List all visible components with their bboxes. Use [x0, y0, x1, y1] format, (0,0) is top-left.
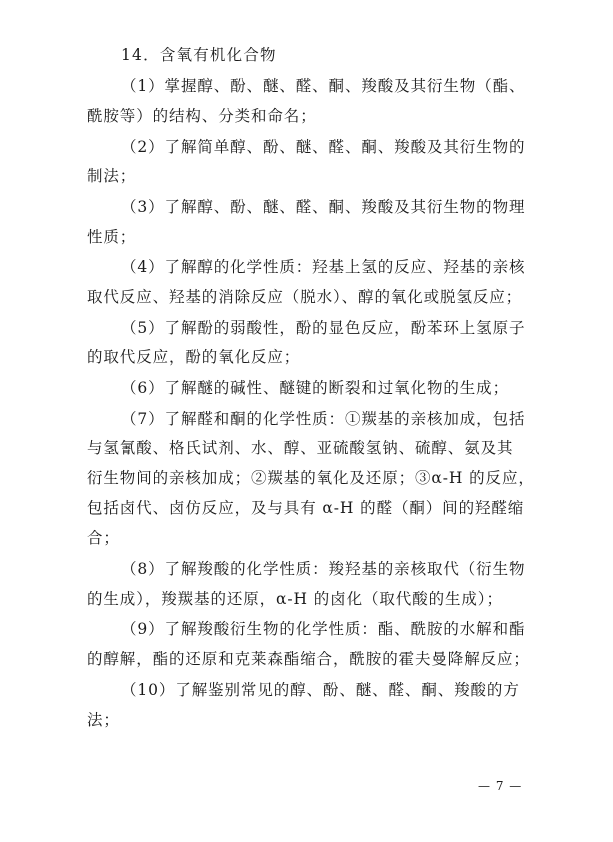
paragraph-line: 法；: [87, 711, 120, 729]
paragraph-line: （5）了解酚的弱酸性，酚的显色反应，酚苯环上氢原子: [121, 319, 526, 337]
paragraph-line: （6）了解醚的碱性、醚键的断裂和过氧化物的生成；: [121, 379, 509, 397]
paragraph-line: （8）了解羧酸的化学性质：羧羟基的亲核取代（衍生物: [121, 560, 526, 578]
paragraph-line: 与氢氰酸、格氏试剂、水、醇、亚硫酸氢钠、硫醇、氨及其: [87, 439, 514, 457]
paragraph-line: 的醇解，酯的还原和克莱森酯缩合，酰胺的霍夫曼降解反应；: [87, 650, 530, 668]
paragraph-line: 合；: [87, 529, 120, 547]
section-heading: 14．含氧有机化合物: [121, 46, 277, 64]
paragraph-line: （9）了解羧酸衍生物的化学性质：酯、酰胺的水解和酯: [121, 620, 526, 638]
page-number: — 7 —: [478, 779, 523, 793]
paragraph-line: （4）了解醇的化学性质：羟基上氢的反应、羟基的亲核: [121, 258, 526, 276]
paragraph-line: 的生成），羧羰基的还原，α-H 的卤化（取代酸的生成）；: [87, 590, 503, 608]
paragraph-line: （10）了解鉴别常见的醇、酚、醚、醛、酮、羧酸的方: [121, 681, 520, 699]
paragraph-line: 衍生物间的亲核加成；②羰基的氧化及还原；③α-H 的反应，: [87, 469, 535, 487]
paragraph-line: （7）了解醛和酮的化学性质：①羰基的亲核加成，包括: [121, 410, 526, 428]
paragraph-line: 取代反应、羟基的消除反应（脱水）、醇的氧化或脱氢反应；: [87, 288, 523, 306]
paragraph-line: 酰胺等）的结构、分类和命名；: [87, 107, 317, 125]
paragraph-line: 制法；: [87, 167, 137, 185]
paragraph-line: （1）掌握醇、酚、醚、醛、酮、羧酸及其衍生物（酯、: [121, 77, 526, 95]
paragraph-line: 的取代反应，酚的氧化反应；: [87, 348, 301, 366]
paragraph-line: （2）了解简单醇、酚、醚、醛、酮、羧酸及其衍生物的: [121, 138, 526, 156]
paragraph-line: （3）了解醇、酚、醚、醛、酮、羧酸及其衍生物的物理: [121, 198, 526, 216]
paragraph-line: 包括卤代、卤仿反应，及与具有 α-H 的醛（酮）间的羟醛缩: [87, 499, 525, 517]
paragraph-line: 性质；: [87, 228, 137, 246]
